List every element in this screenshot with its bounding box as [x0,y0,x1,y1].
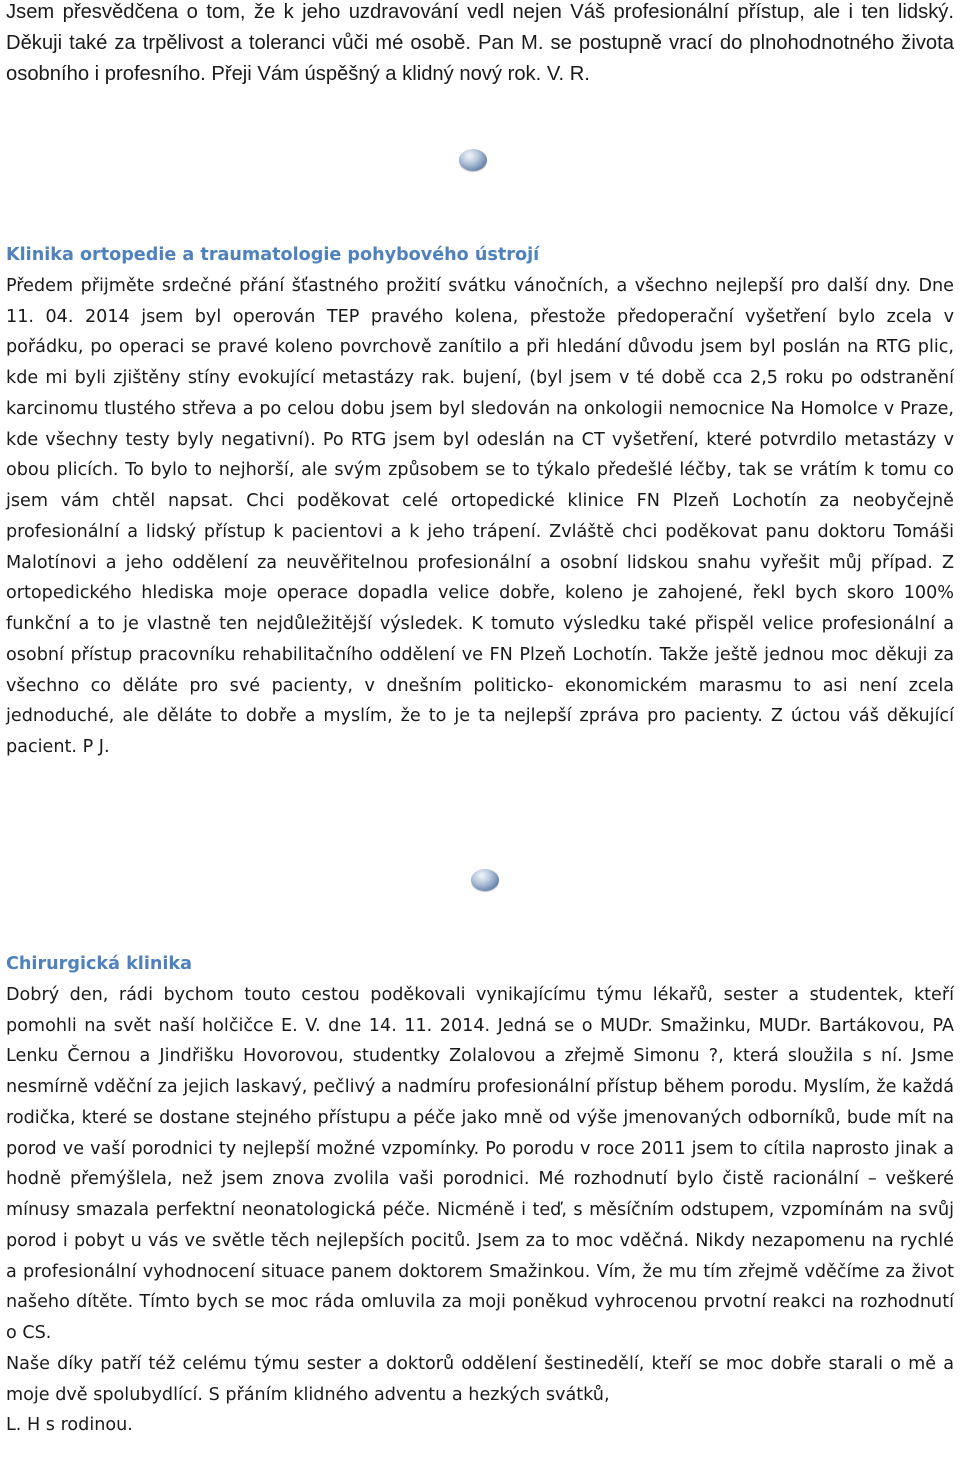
section-body: Předem přijměte srdečné přání šťastného prožití svátku vánočních, a všechno nejlepší pro další dny. Dne 11. 04. 2014 jsem byl operován TEP pravého kolena, přestože předoperační vyšetření bylo zcela v pořádku, po operaci se pravé koleno povrchově zanítilo a při hledání důvodu jsem byl poslán na RTG plic, kde mi byli zjištěny stíny evokující metastázy rak. bujení, (byl jsem v té době cca 2,5 roku po odstranění karcinomu tlustého střeva a po celou dobu jsem byl sledován na onkologii nemocnice Na Homolce v Praze, kde všechny testy byly negativní). Po RTG jsem byl odeslán na CT vyšetření, které potvrdilo metastázy v obou plicích. To bylo to nejhorší, ale svým způsobem se to týkalo předešlé léčby, tak se vrátím k tomu co jsem vám chtěl napsat. Chci poděkovat celé ortopedické klinice FN Plzeň Lochotín za neobyčejně profesionální a lidský přístup k pacientovi a k jeho trápení. Zvláště chci poděkovat panu doktoru Tomáši Malotínovi a jeho oddělení za neuvěřitelnou profesionální a osobní lidskou snahu vyřešit můj případ. Z ortopedického hlediska moje operace dopadla velice dobře, koleno je zahojené, řekl bych skoro 100% funkční a to je vlastně ten nejdůležitější výsledek. K tomuto výsledku také přispěl velice profesionální a osobní přístup pracovníku rehabilitačního oddělení ve FN Plzeň Lochotín. Takže ještě jednou moc děkuji za všechno co děláte pro své pacienty, v dnešním politicko- ekonomickém marasmu to asi není zcela jednoduché, ale děláte to dobře a myslím, že to je ta nejlepší zpráva pro pacienty. Z úctou váš děkující pacient. P J. [6,275,954,757]
section-orthopedics [6,240,954,763]
section-body: Dobrý den, rádi bychom touto cestou poděkovali vynikajícímu týmu lékařů, sester a studentek, kteří pomohli na svět naší holčičce E. V. dne 14. 11. 2014. Jedná se o MUDr. Smažinku, MUDr. Bartákovou, PA Lenku Černou a Jindřišku Hovorovou, studentky Zolalovou a zřejmě Simonu ?, která sloužila s ní. Jsme nesmírně vděční za jejich laskavý, pečlivý a nadmíru profesionální přístup během porodu. Myslím, že každá rodička, které se dostane stejného přístupu a péče jako mně od výše jmenovaných odborníků, bude mít na porod ve vaší porodnici ty nejlepší možné vzpomínky. Po porodu v roce 2011 jsem to cítila naprosto jinak a hodně přemýšlela, než jsem znova zvolila vaši porodnici. Mé rozhodnutí bylo čistě racionální – veškeré mínusy smazala perfektní neonatologická péče. Nicméně i teď, s měsíčním odstupem, vzpomínám na svůj porod i pobyt u vás ve světle těch nejlepších pocitů. Jsem za to moc vděčná. Nikdy nezapomenu na rychlé a profesionální vyhodnocení situace panem doktorem Smažinkou. Vím, že mu tím zřejmě vděčíme za život našeho dítěte. Tímto bych se moc ráda omluvila za moji poněkud vyhrocenou prvotní reakci na rozhodnutí o CS. Naše díky patří též celému týmu sester a doktorů oddělení šestinedělí, kteří se moc dobře starali o mě a moje dvě spolubydlící. S přáním klidného adventu a hezkých svátků, L. H s rodinou. [6,984,954,1436]
section-surgery [6,949,954,1441]
blue-bullet-icon [459,149,487,171]
section-title: Klinika ortopedie a traumatologie pohybového ústrojí [6,245,540,265]
intro-paragraph: Jsem přesvědčena o tom, že k jeho uzdravování vedl nejen Váš profesionální přístup, ale i ten lidský. Děkuji také za trpělivost a toleranci vůči mé osobě. Pan M. se postupně vrací do plnohodnotného života osobního i profesního. Přeji Vám úspěšný a klidný nový rok. V. R. [6,1,954,85]
blue-bullet-icon [471,869,499,891]
section-title: Chirurgická klinika [6,954,192,974]
